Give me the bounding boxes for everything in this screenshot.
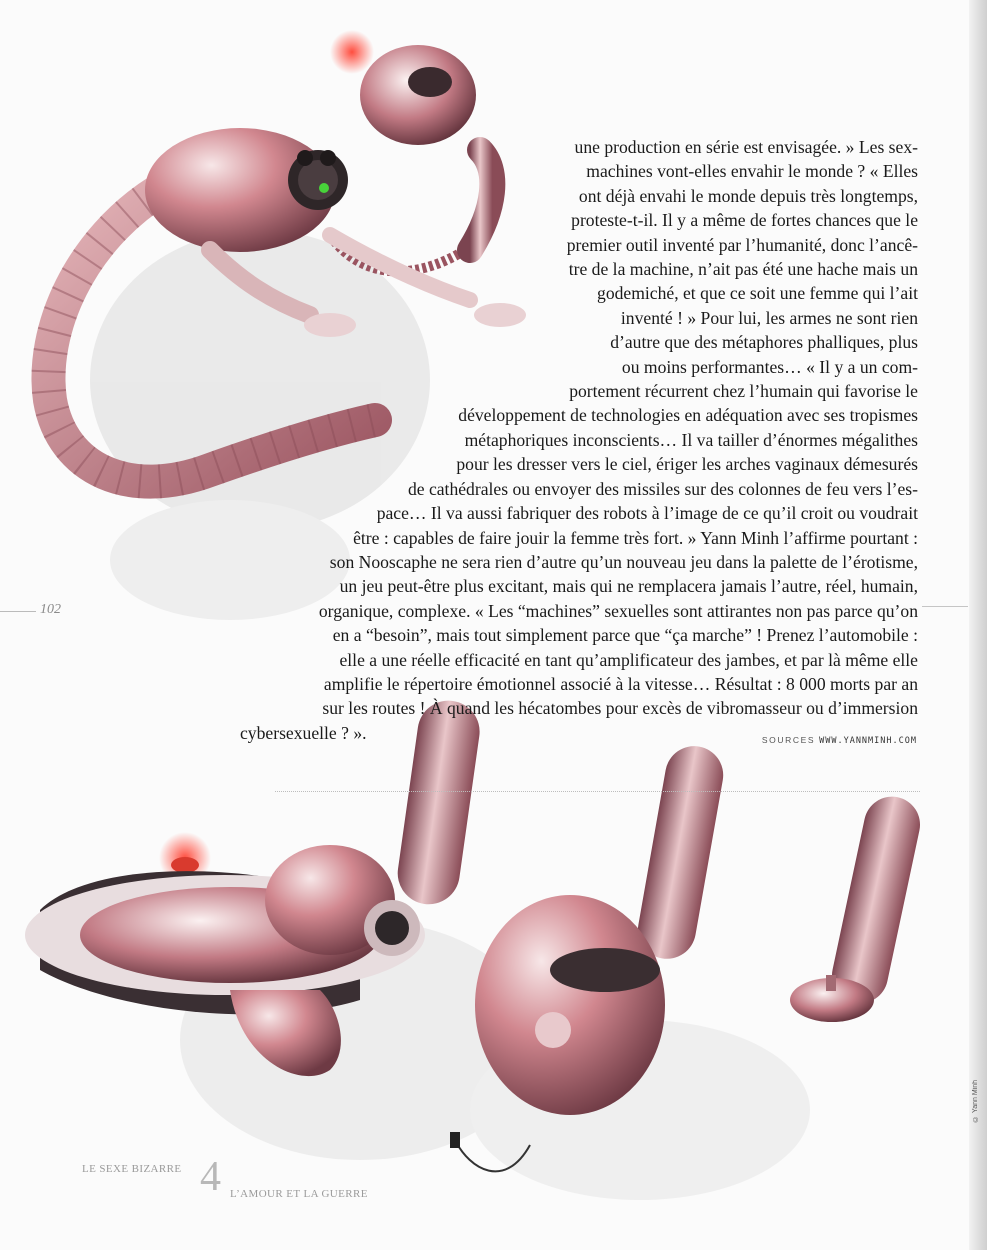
body-line: un jeu peut-être plus excitant, mais qui ne remplacera jamais l’autre, réel, humain, [339,576,918,597]
body-line: son Nooscaphe ne sera rien d’autre qu’un nouveau jeu dans la palette de l’érotisme, [329,551,918,572]
footer-chapter-number: 4 [200,1154,221,1200]
body-line: sur les routes ! À quand les hécatombes pour excès de vibromasseur ou d’immersion [322,698,918,719]
page-number: 102 [40,602,61,617]
footer-section-title: LE SEXE BIZARRE [82,1163,182,1175]
body-line: cybersexuelle ? ». [240,722,367,743]
body-line: premier outil inventé par l’humanité, donc l’ancê- [566,234,918,255]
body-line: portement récurrent chez l’humain qui favorise le [569,381,918,402]
body-line: de cathédrales ou envoyer des missiles sur des colonnes de feu vers l’es- [407,478,918,499]
body-line: organique, complexe. « Les “machines” sexuelles sont attirantes non pas parce qu’on [318,600,918,621]
body-line: une production en série est envisagée. » Les sex- [574,137,918,157]
body-line: pace… Il va aussi fabriquer des robots à l’image de ce qu’il croit ou voudrait [376,503,918,524]
sources-label: SOURCES [761,735,816,745]
body-line: elle a une réelle efficacité en tant qu’amplificateur des jambes, et par là même elle [339,649,918,670]
body-line: ont déjà envahi le monde depuis très longtemps, [578,185,918,206]
body-line: pour les dresser vers le ciel, ériger les arches vaginaux démesurés [456,454,918,475]
body-line: amplifie le répertoire émotionnel associé à la vitesse… Résultat : 8 000 morts par an [323,673,918,694]
body-line: tre de la machine, n’ait pas été une hache mais un [568,259,918,280]
body-line: d’autre que des métaphores phalliques, plus [610,332,918,353]
body-line: métaphoriques inconscients… Il va tailler d’énormes mégalithes [464,429,918,450]
page-number-rule [0,611,36,612]
sources-credit [762,735,917,746]
body-line: godemiché, et que ce soit une femme qui l’ait [597,283,918,304]
article-body [240,135,918,745]
body-line: en a “besoin”, mais tout simplement parce que “ça marche” ! Prenez l’automobile : [332,625,918,646]
image-credit: © Yann Minh [972,1080,979,1122]
body-line: proteste-t-il. Il y a même de fortes chances que le [571,210,918,231]
margin-rule [922,606,968,607]
body-line: développement de technologies en adéquation avec ses tropismes [458,405,918,426]
body-line: ou moins performantes… « Il y a un com- [621,356,918,377]
body-line: machines vont-elles envahir le monde ? « Elles [586,161,918,182]
body-line: être : capables de faire jouir la femme très fort. » Yann Minh l’affirme pourtant : [353,527,918,548]
dotted-divider [275,791,920,792]
binding-gutter [969,0,987,1250]
sources-url: WWW.YANNMINH.COM [819,736,917,746]
footer-chapter-title: L’AMOUR ET LA GUERRE [230,1188,368,1200]
body-line: inventé ! » Pour lui, les armes ne sont rien [620,307,918,328]
